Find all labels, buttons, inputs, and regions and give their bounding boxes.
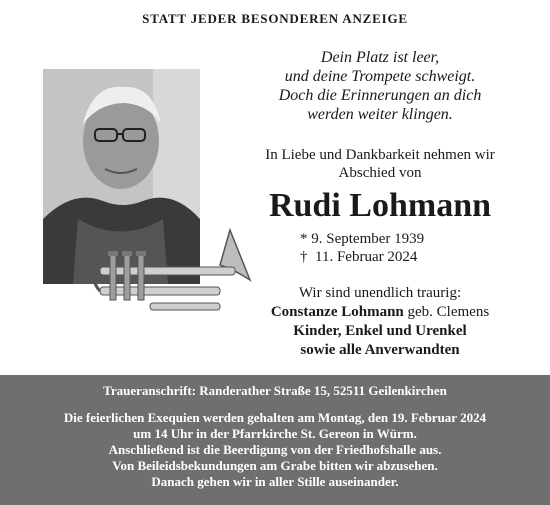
mourners-intro: Wir sind unendlich traurig: <box>298 285 462 301</box>
family-line: Kinder, Enkel und Urenkel <box>293 323 467 339</box>
intro-text <box>230 146 530 182</box>
spouse-note: geb. Clemens <box>403 304 490 320</box>
funeral-line: um 14 Uhr in der Pfarrkirche St. Gereon in Würm. <box>133 426 417 441</box>
spouse-line <box>230 303 530 322</box>
relatives-line: sowie alle Anverwandten <box>300 342 460 358</box>
poem-line: werden weiter klingen. <box>307 106 453 123</box>
mourners-block <box>230 284 530 360</box>
mourning-address: Traueranschrift: Randerather Straße 15, 52511 Geilenkirchen <box>103 383 447 398</box>
footer-info <box>0 375 550 505</box>
poem-line: Doch die Erinnerungen an dich <box>278 87 482 104</box>
poem <box>230 48 530 124</box>
funeral-line: Anschließend ist die Beerdigung von der Friedhofshalle aus. <box>108 442 442 457</box>
funeral-details <box>0 410 550 490</box>
spouse-name: Constanze Lohmann <box>270 304 404 320</box>
life-dates <box>300 230 500 266</box>
poem-line: und deine Trompete schweigt. <box>284 68 476 85</box>
death-date: † 11. Februar 2024 <box>300 249 418 265</box>
funeral-line: Danach gehen wir in aller Stille auseinander. <box>151 474 399 489</box>
funeral-line: Von Beileidsbekundungen am Grabe bitten wir abzusehen. <box>112 458 438 473</box>
poem-line: Dein Platz ist leer, <box>320 49 440 66</box>
intro-line: Abschied von <box>338 165 422 181</box>
birth-date: * 9. September 1939 <box>300 231 425 247</box>
funeral-line: Die feierlichen Exequien werden gehalten am Montag, den 19. Februar 2024 <box>63 410 487 425</box>
intro-line: In Liebe und Dankbarkeit nehmen wir <box>265 147 495 163</box>
deceased-name: Rudi Lohmann <box>268 187 492 224</box>
notice-header: STATT JEDER BESONDEREN ANZEIGE <box>142 11 408 26</box>
